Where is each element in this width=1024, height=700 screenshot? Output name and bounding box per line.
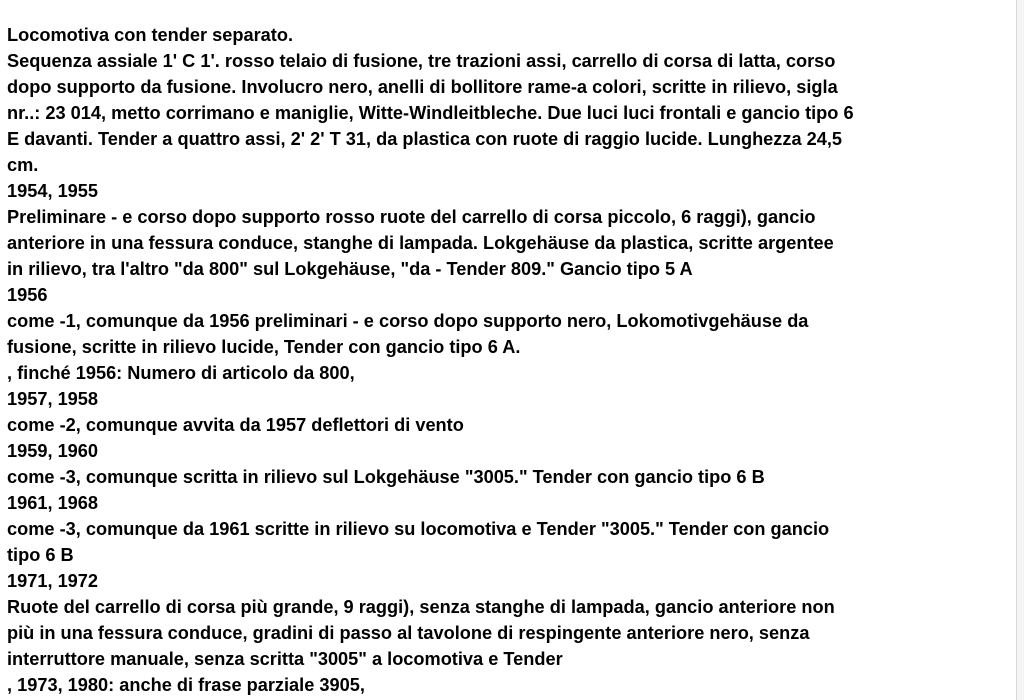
text-line: nr..: 23 014, metto corrimano e maniglie, Witte-Windleitbleche. Due luci luci frontali e gancio tipo 6 <box>7 103 854 123</box>
text-line: 1954, 1955 <box>7 181 99 201</box>
text-line: Locomotiva con tender separato. <box>7 25 294 45</box>
text-line: dopo supporto da fusione. Involucro nero, anelli di bollitore rame-a colori, scritte in rilievo, sigla <box>7 77 838 97</box>
text-line: Sequenza assiale 1' C 1'. rosso telaio di fusione, tre trazioni assi, carrello di corsa di latta, corso <box>7 51 836 71</box>
text-line: , finché 1956: Numero di articolo da 800, <box>7 363 355 383</box>
text-line: fusione, scritte in rilievo lucide, Tender con gancio tipo 6 A. <box>7 337 521 357</box>
text-line: cm. <box>7 155 39 175</box>
text-line: come -2, comunque avvita da 1957 deflettori di vento <box>7 415 464 435</box>
text-line: interruttore manuale, senza scritta "3005" a locomotiva e Tender <box>7 649 563 669</box>
text-line: in rilievo, tra l'altro "da 800" sul Lokgehäuse, "da - Tender 809." Gancio tipo 5 A <box>7 259 693 279</box>
text-line: come -3, comunque da 1961 scritte in rilievo su locomotiva e Tender "3005." Tender con gancio <box>7 519 830 539</box>
text-line: 1956 <box>7 285 48 305</box>
document-text <box>7 22 1015 698</box>
text-line: 1961, 1968 <box>7 493 99 513</box>
text-line: , 1973, 1980: anche di frase parziale 3905, <box>7 675 365 695</box>
text-line: come -3, comunque scritta in rilievo sul Lokgehäuse "3005." Tender con gancio tipo 6 B <box>7 467 765 487</box>
text-line: E davanti. Tender a quattro assi, 2' 2' T 31, da plastica con ruote di raggio lucide. Lunghezza 24,5 <box>7 129 843 149</box>
vertical-scrollbar[interactable] <box>1016 0 1024 700</box>
text-line: 1957, 1958 <box>7 389 99 409</box>
text-line: Ruote del carrello di corsa più grande, 9 raggi), senza stanghe di lampada, gancio anteriore non <box>7 597 835 617</box>
text-line: come -1, comunque da 1956 preliminari - e corso dopo supporto nero, Lokomotivgehäuse da <box>7 311 809 331</box>
text-line: 1971, 1972 <box>7 571 99 591</box>
text-line: anteriore in una fessura conduce, stanghe di lampada. Lokgehäuse da plastica, scritte argentee <box>7 233 834 253</box>
text-line: 1959, 1960 <box>7 441 99 461</box>
text-line: più in una fessura conduce, gradini di passo al tavolone di respingente anteriore nero, senza <box>7 623 810 643</box>
text-line: tipo 6 B <box>7 545 74 565</box>
text-line: Preliminare - e corso dopo supporto rosso ruote del carrello di corsa piccolo, 6 raggi), gancio <box>7 207 816 227</box>
